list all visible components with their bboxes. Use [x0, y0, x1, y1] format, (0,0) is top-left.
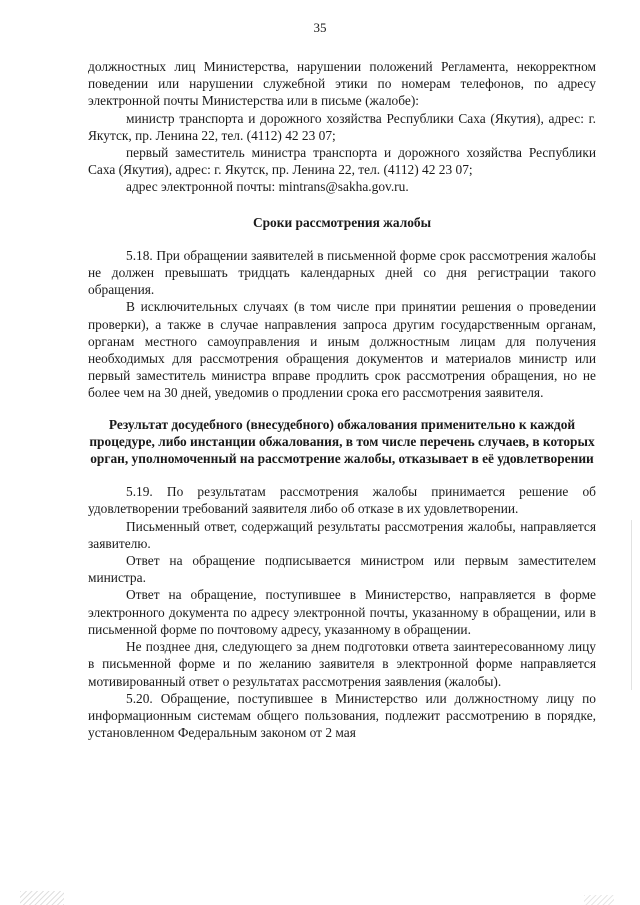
section-heading-review-terms: Сроки рассмотрения жалобы: [252, 214, 432, 230]
paragraph-deputy-address: первый заместитель министра транспорта и дорожного хозяйства Республики Саха (Якутия), адрес: г. Якутск, пр. Ленина 22, тел. (4112) 42 23 07;: [88, 145, 596, 178]
paragraph-5-18: 5.18. При обращении заявителей в письменной форме срок рассмотрения жалобы не должен превышать тридцать календарных дней со дня регистрации такого обращения.: [88, 247, 596, 298]
scan-edge-mark: [631, 520, 632, 690]
paragraph-reasoned-answer: Не позднее дня, следующего за днем подготовки ответа заинтересованному лицу в письменной форме и по желанию заявителя в электронной форме направляется мотивированный ответ о результатах рассмотрения заявления (жалобы).: [88, 639, 596, 689]
scan-noise-left: [20, 891, 64, 905]
document-body: [88, 58, 596, 741]
scan-noise-right: [584, 895, 614, 905]
paragraph-written-answer: Письменный ответ, содержащий результаты рассмотрения жалобы, направляется заявителю.: [88, 518, 596, 551]
paragraph-minister-address: министр транспорта и дорожного хозяйства Республики Саха (Якутия), адрес: г. Якутск, пр. Ленина 22, тел. (4112) 42 23 07;: [88, 110, 596, 143]
paragraph-extension: В исключительных случаях (в том числе при принятии решения о проведении проверки), а также в случае направления запроса другим государственным органам, органам местного самоуправления и иным должностным лицам для получения необходимых для рассмотрения обращения документов и материалов министр или первый заместитель министра вправе продлить срок рассмотрения обращения, но не более чем на 30 дней, уведомив о продлении срока его рассмотрения заявителя.: [88, 299, 596, 401]
paragraph-5-19: 5.19. По результатам рассмотрения жалобы принимается решение об удовлетворении требований заявителя либо об отказе в их удовлетворении.: [88, 484, 596, 517]
paragraph-answer-delivery: Ответ на обращение, поступившее в Министерство, направляется в форме электронного документа по адресу электронной почты, указанному в обращении, или в письменной форме по почтовому адресу, указанному в обращении.: [88, 587, 596, 637]
page-number: 35: [313, 20, 327, 35]
paragraph-5-20: 5.20. Обращение, поступившее в Министерство или должностному лицу по информационным системам общего пользования, подлежит рассмотрению в порядке, установленном Федеральным законом от 2 мая: [88, 690, 596, 741]
paragraph-complaint-channels: должностных лиц Министерства, нарушении положений Регламента, некорректном поведении или нарушении служебной этики по номерам телефонов, по адресу электронной почты Министерства или в письме (жалобе):: [88, 59, 596, 109]
section-heading-appeal-result: Результат досудебного (внесудебного) обжалования применительно к каждой процедуре, либо инстанции обжалования, в том числе перечень случаев, в которых орган, уполномоченный на рассмотрение жалобы, отказывает в её удовлетворении: [89, 416, 595, 467]
paragraph-answer-signature: Ответ на обращение подписывается министром или первым заместителем министра.: [88, 553, 596, 586]
paragraph-email-address: адрес электронной почты: mintrans@sakha.gov.ru.: [126, 179, 409, 195]
